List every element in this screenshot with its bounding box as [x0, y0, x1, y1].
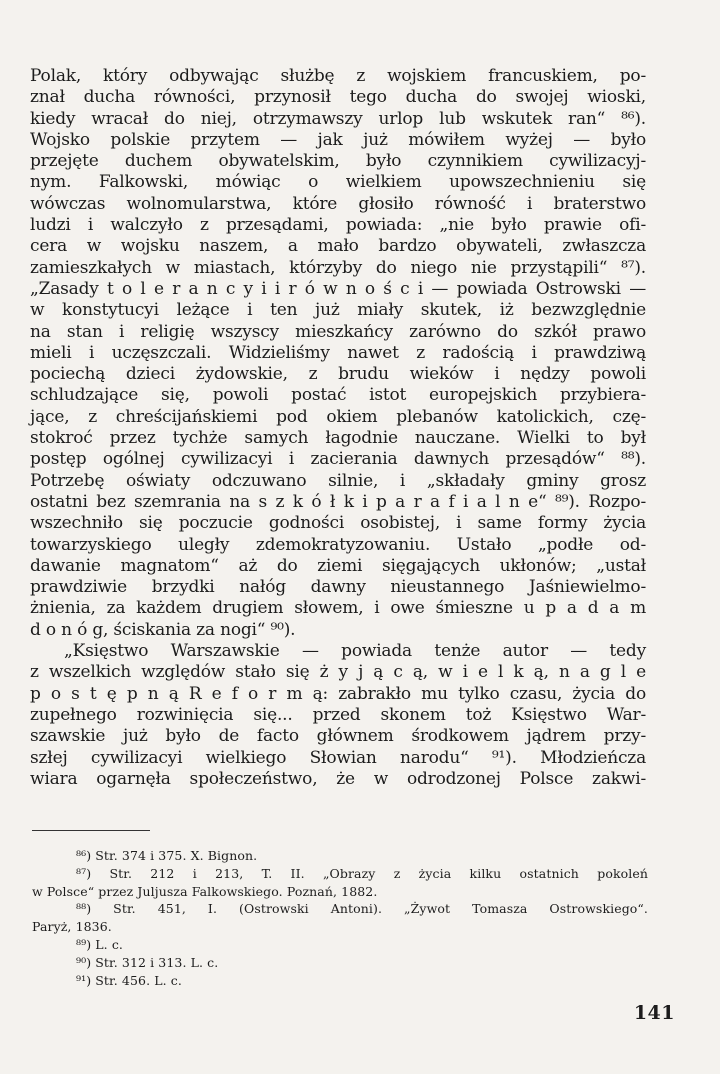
- body-text: [30, 66, 646, 790]
- text-line: żnienia, za każdem drugiem słowem, i owe śmieszne u p a d a m: [30, 598, 646, 619]
- text-line: „Księstwo Warszawskie — powiada tenże autor — tedy: [64, 641, 646, 662]
- text-line: na stan i religię wszyscy mieszkańcy zarówno do szkół prawo: [30, 321, 646, 342]
- text-line: Polak, który odbywając służbę z wojskiem francuskiem, po-: [30, 66, 646, 86]
- page-number: 141: [633, 1002, 675, 1024]
- text-line: Wojsko polskie przytem — jak już mówiłem wyżej — było: [30, 129, 646, 150]
- text-line: zamieszkałych w miastach, którzyby do niego nie przystąpili“ ⁸⁷).: [30, 257, 646, 278]
- text-line: nym. Falkowski, mówiąc o wielkiem upowszechnieniu się: [30, 172, 646, 193]
- text-line: kiedy wracał do niej, otrzymawszy urlop lub wskutek ran“ ⁸⁶).: [30, 108, 646, 129]
- text-line: cera w wojsku naszem, a mało bardzo obywateli, zwłaszcza: [30, 236, 646, 257]
- text-line: ostatni bez szemrania na s z k ó ł k i p a r a f i a l n e“ ⁸⁹). Rozpo-: [30, 491, 646, 512]
- footnote-line: ⁸⁸) Str. 451, I. (Ostrowski Antoni). „Żywot Tomasza Ostrowskiego“.: [76, 901, 648, 917]
- footnote-line: w Polsce“ przez Juljusza Falkowskiego. Poznań, 1882.: [32, 883, 378, 899]
- text-line: mieli i uczęszczali. Widzieliśmy nawet z radością i prawdziwą: [30, 342, 646, 363]
- footnote-divider: [32, 830, 150, 831]
- footnote-line: ⁹¹) Str. 456. L. c.: [76, 972, 182, 988]
- text-line: w konstytucyi leżące i ten już miały skutek, iż bezwzględnie: [30, 300, 646, 321]
- text-line: towarzyskiego uległy zdemokratyzowaniu. Ustało „podłe od-: [30, 534, 646, 555]
- text-line: z wszelkich względów stało się ż y j ą c ą, w i e l k ą, n a g l e: [30, 662, 646, 683]
- text-line: przejęte duchem obywatelskim, było czynnikiem cywilizacyj-: [30, 151, 646, 172]
- text-line: wszechniło się poczucie godności osobistej, i same formy życia: [30, 513, 646, 534]
- text-line: „Zasady t o l e r a n c y i i r ó w n o ś c i — powiada Ostrowski —: [30, 278, 646, 299]
- text-line: p o s t ę p n ą R e f o r m ą: zabrakło mu tylko czasu, życia do: [30, 683, 646, 704]
- text-line: schludzające się, powoli postać istot europejskich przybiera-: [30, 385, 646, 406]
- footnote-line: ⁹⁰) Str. 312 i 313. L. c.: [76, 954, 219, 970]
- footnote-line: ⁸⁶) Str. 374 i 375. X. Bignon.: [76, 848, 258, 863]
- footnote-line: ⁸⁷) Str. 212 i 213, T. II. „Obrazy z życia kilku ostatnich pokoleń: [76, 865, 648, 881]
- footnotes: [32, 847, 648, 989]
- text-line: jące, z chreścijańskiemi pod okiem plebanów katolickich, czę-: [30, 406, 646, 427]
- text-line: dawanie magnatom“ aż do ziemi sięgających ukłonów; „ustał: [30, 555, 646, 576]
- text-line: postęp ogólnej cywilizacyi i zacierania dawnych przesądów“ ⁸⁸).: [30, 449, 646, 470]
- text-line: wiara ogarnęła społeczeństwo, że w odrodzonej Polsce zakwi-: [30, 768, 646, 789]
- text-line: d o n ó g, ściskania za nogi“ ⁹⁰).: [30, 619, 296, 640]
- text-line: wówczas wolnomularstwa, które głosiło równość i braterstwo: [30, 193, 646, 214]
- text-line: szłej cywilizacyi wielkiego Słowian narodu“ ⁹¹). Młodzieńcza: [30, 747, 646, 768]
- text-line: znał ducha równości, przynosił tego ducha do swojej wioski,: [30, 87, 646, 108]
- text-line: szawskie już było de facto głównem środkowem jądrem przy-: [30, 726, 646, 747]
- text-line: prawdziwie brzydki nałóg dawny nieustannego Jaśniewielmo-: [30, 577, 646, 598]
- text-line: zupełnego rozwinięcia się... przed skonem toż Księstwo War-: [30, 704, 646, 725]
- text-line: pociechą dzieci żydowskie, z brudu wieków i nędzy powoli: [30, 364, 646, 385]
- text-line: stokroć przez tychże samych łagodnie nauczane. Wielki to był: [30, 428, 646, 449]
- footnote-line: ⁸⁹) L. c.: [76, 936, 123, 952]
- text-line: ludzi i walczyło z przesądami, powiada: „nie było prawie ofi-: [30, 215, 646, 236]
- footnote-line: Paryż, 1836.: [32, 919, 112, 935]
- text-line: Potrzebę oświaty odczuwano silnie, i „składały gminy grosz: [30, 470, 646, 491]
